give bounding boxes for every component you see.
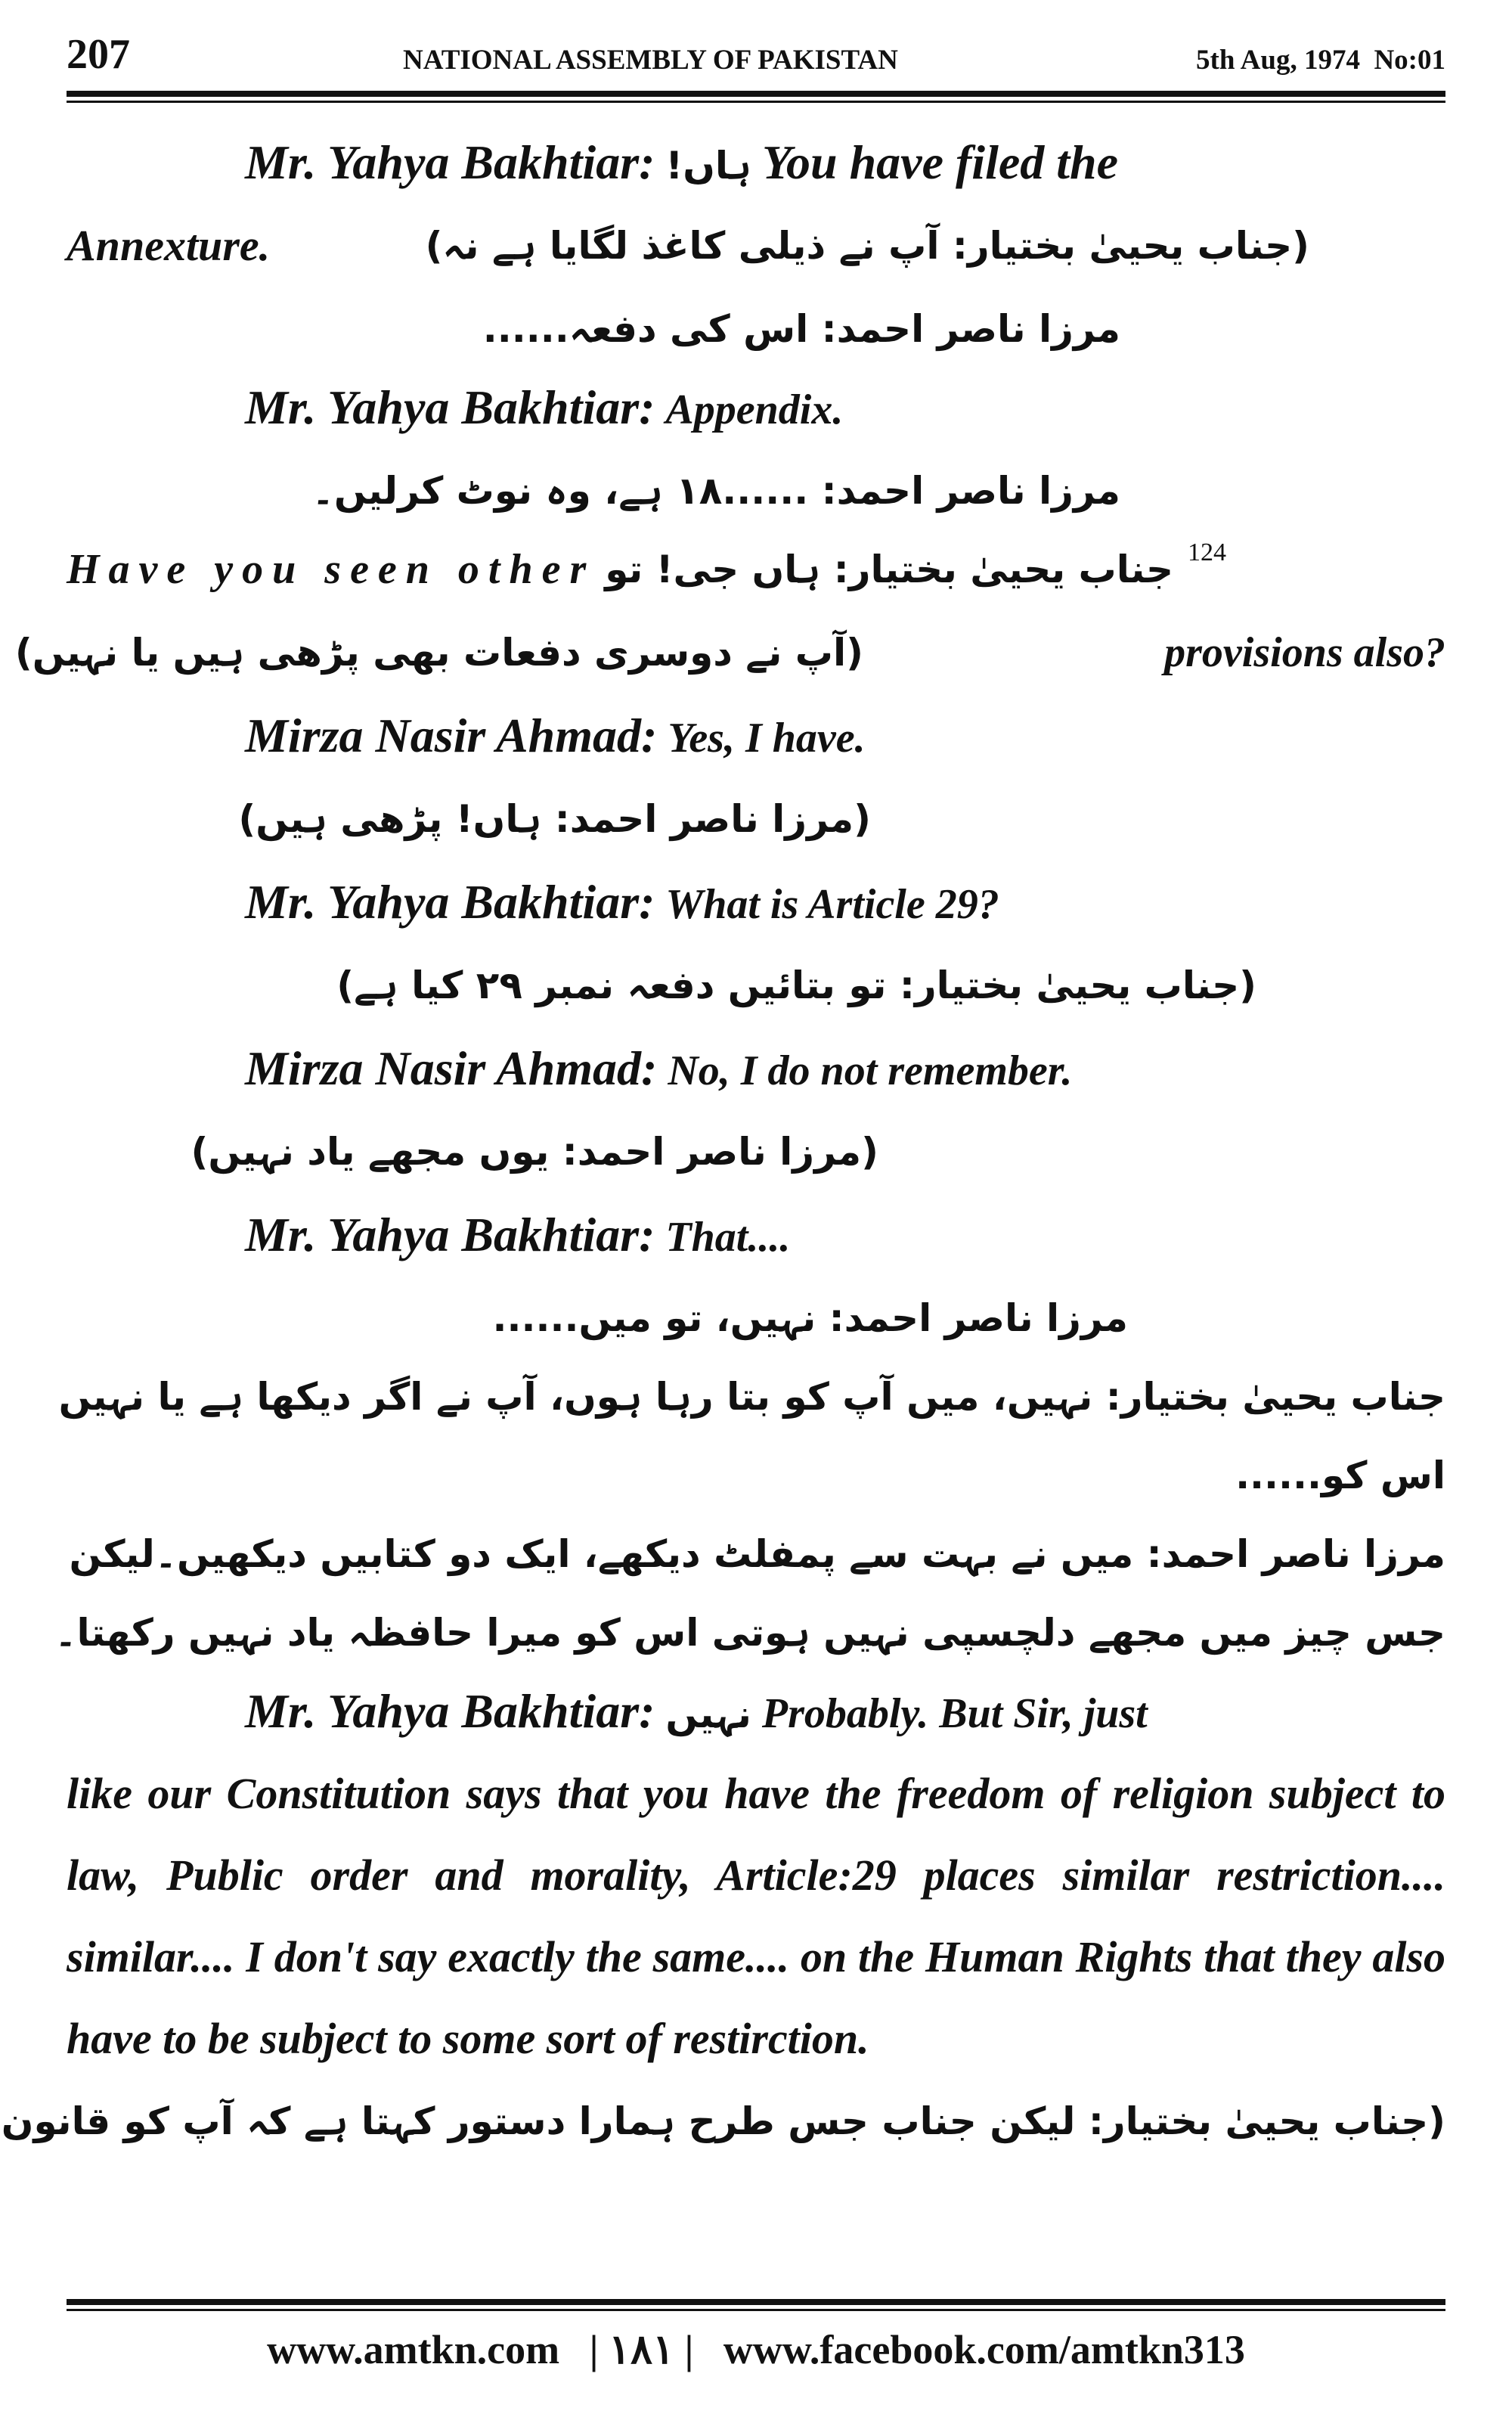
urdu-text: (آپ نے دوسری دفعات بھی پڑھی ہیں یا نہیں) [14, 631, 863, 675]
line-11 [67, 944, 1445, 1027]
footer-website-link[interactable]: www.amtkn.com [267, 2327, 560, 2372]
line-4 [67, 366, 1445, 449]
urdu-text: مرزا ناصر احمد: میں نے بہت سے پمفلٹ دیکھے، ایک دو کتابیں دیکھیں۔لیکن [69, 1532, 1445, 1576]
page-number: 207 [67, 31, 130, 78]
page-footer [67, 2325, 1445, 2373]
footer-facebook-link[interactable]: www.facebook.com/amtkn313 [723, 2327, 1245, 2372]
urdu-text: مرزا ناصر احمد: نہیں، تو میں...... [492, 1296, 1128, 1340]
line-5 [67, 449, 1445, 528]
urdu-text: جناب یحییٰ بختیار: ہاں جی! تو [605, 548, 1173, 591]
english-text: You have filed the [761, 135, 1119, 189]
urdu-text: جناب یحییٰ بختیار: نہیں، میں آپ کو بتا رہا ہوں، آپ نے اگر دیکھا ہے یا نہیں [58, 1375, 1445, 1419]
issue-number: No:01 [1374, 45, 1445, 76]
line-6 [67, 528, 1445, 611]
line-18 [67, 1512, 1445, 1591]
english-text: Have you seen other [67, 546, 596, 593]
urdu-text: (جناب یحییٰ بختیار: آپ نے ذیلی کاغذ لگایا ہے نہ) [425, 224, 1309, 268]
urdu-text: مرزا ناصر احمد: اس کی دفعہ...... [482, 307, 1120, 351]
line-16 [58, 1355, 1445, 1434]
urdu-text: (جناب یحییٰ بختیار: لیکن جناب جس طرح ہمارا دستور کہتا ہے کہ آپ کو قانون [1, 2099, 1445, 2143]
urdu-text: ہاں! [665, 144, 751, 188]
journal-title: NATIONAL ASSEMBLY OF PAKISTAN [403, 45, 898, 76]
footer-rule-thin [67, 2309, 1445, 2311]
line-7 [14, 611, 1445, 694]
urdu-text: (مرزا ناصر احمد: یوں مجھے یاد نہیں) [191, 1130, 878, 1174]
footnote-marker: 124 [1188, 538, 1226, 566]
english-text: That.... [665, 1214, 791, 1261]
line-15 [67, 1277, 1445, 1355]
line-17 [67, 1434, 1445, 1512]
urdu-text: نہیں [665, 1692, 751, 1736]
english-text: Probably. But Sir, just [761, 1690, 1148, 1737]
urdu-text: (مرزا ناصر احمد: ہاں! پڑھی ہیں) [238, 797, 871, 841]
speaker-name: Mr. Yahya Bakhtiar: [245, 380, 655, 434]
urdu-text: اس کو...... [1235, 1454, 1445, 1497]
english-text: Appendix. [665, 386, 844, 433]
urdu-text: مرزا ناصر احمد: ......۱۸ ہے، وہ نوٹ کرلیں۔ [311, 469, 1120, 513]
date-text: 5th Aug, 1974 [1196, 45, 1360, 76]
line-3 [67, 287, 1445, 366]
transcript [1, 121, 1445, 2163]
speaker-name: Mr. Yahya Bakhtiar: [245, 875, 655, 929]
speaker-name: Mr. Yahya Bakhtiar: [245, 1684, 655, 1738]
line-20 [67, 1670, 1445, 1753]
header-rule [67, 91, 1445, 97]
issue-date [1196, 44, 1445, 76]
line-8 [67, 694, 1445, 777]
speaker-name: Mr. Yahya Bakhtiar: [245, 1208, 655, 1261]
line-27 [1, 2080, 1445, 2163]
line-10 [67, 861, 1445, 944]
speaker-name: Mirza Nasir Ahmad: [245, 1041, 658, 1095]
english-text: No, I do not remember. [668, 1047, 1073, 1094]
footer-rule [67, 2299, 1445, 2305]
line-9 [67, 777, 1445, 861]
footer-page-number: | ۱۸۱ | [589, 2327, 694, 2372]
urdu-text: جس چیز میں مجھے دلچسپی نہیں ہوتی اس کو میرا حافظہ یاد نہیں رکھتا۔ [54, 1611, 1445, 1655]
speaker-name: Mr. Yahya Bakhtiar: [245, 135, 655, 189]
paragraph: like our Constitution says that you have the freedom of religion subject to law, Public order and morality, Article:29 places similar restriction.... similar.... I don't say exactly the same.... on the Human Rights that they also have to be subject to some sort of restirction. [67, 1769, 1445, 2063]
english-text: provisions also? [1164, 629, 1445, 676]
english-text: What is Article 29? [665, 881, 999, 928]
line-14 [67, 1193, 1445, 1277]
english-text: Annexture. [67, 221, 271, 270]
line-2 [67, 204, 1445, 287]
line-19 [54, 1591, 1445, 1670]
speaker-name: Mirza Nasir Ahmad: [245, 709, 658, 762]
page-header [67, 30, 1445, 91]
line-1 [67, 121, 1445, 204]
header-rule-thin [67, 101, 1445, 103]
english-text: Yes, I have. [668, 715, 866, 762]
urdu-text: (جناب یحییٰ بختیار: تو بتائیں دفعہ نمبر ۲۹ کیا ہے) [336, 963, 1256, 1007]
line-12 [67, 1027, 1445, 1110]
line-13 [67, 1110, 1445, 1193]
